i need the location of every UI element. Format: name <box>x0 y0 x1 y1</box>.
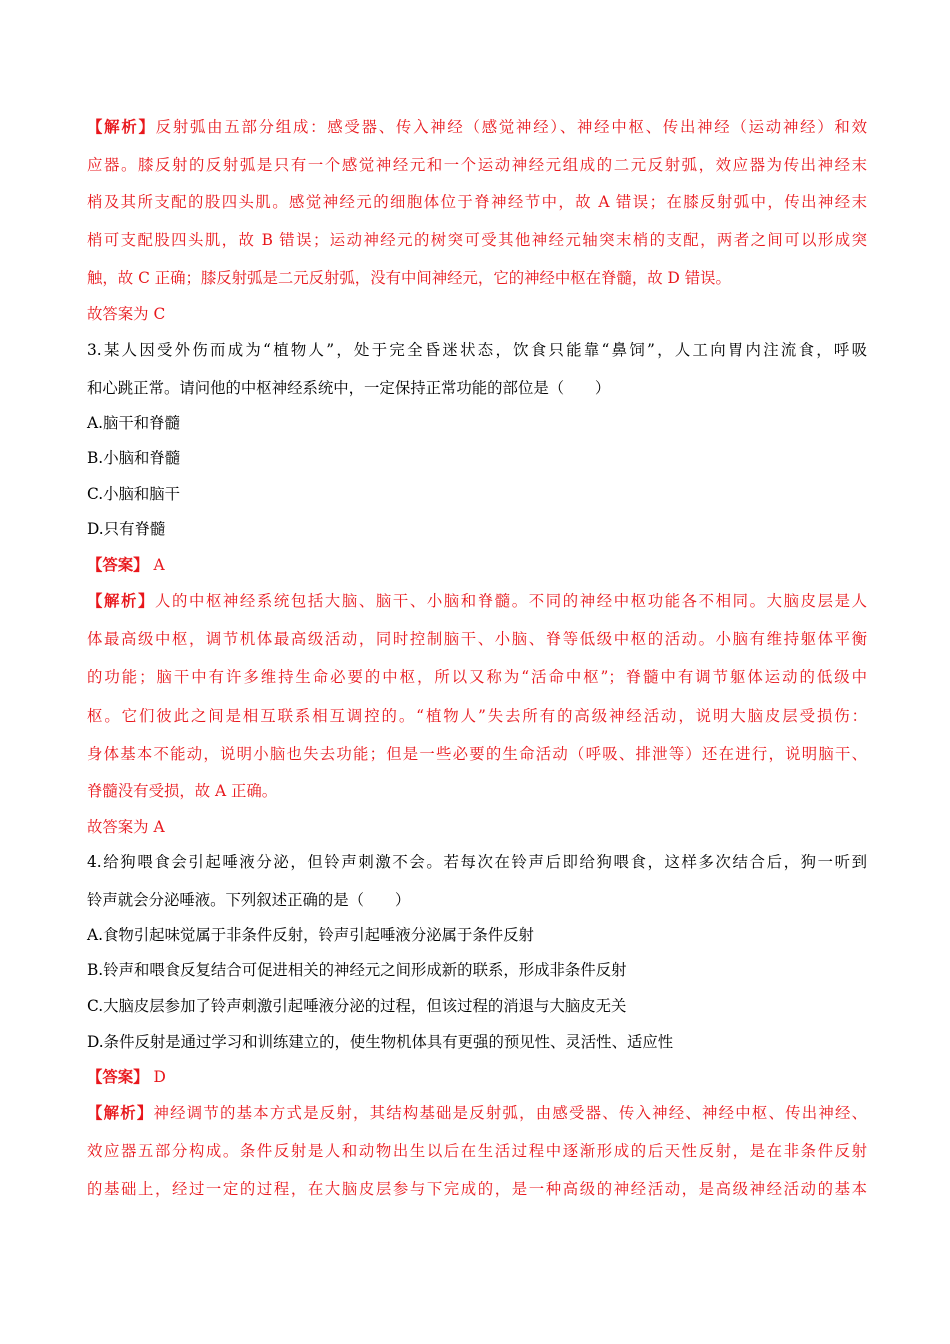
text-line <box>87 744 867 764</box>
text-line <box>87 117 867 137</box>
section-label: 【解析】 <box>87 1104 154 1122</box>
text-line <box>87 1032 673 1052</box>
text-line <box>87 555 165 575</box>
text-line <box>87 817 165 837</box>
text-line <box>87 890 410 910</box>
line-text: 梢及其所支配的股四头肌。感觉神经元的细胞体位于脊神经节中，故 A 错误；在膝反射弧中，传出神经末 <box>87 193 867 211</box>
text-line <box>87 706 867 726</box>
line-text: B.小脑和脊髓 <box>87 449 181 467</box>
line-text: 铃声就会分泌唾液。下列叙述正确的是（ ） <box>87 891 411 909</box>
section-label: 【答案】 <box>87 556 149 574</box>
section-label: 【解析】 <box>87 118 156 136</box>
text-line <box>87 629 867 649</box>
line-text: 3.某人因受外伤而成为“植物人”，处于完全昏迷状态，饮食只能靠“鼻饲”，人工向胃内注流食，呼吸 <box>87 341 867 359</box>
line-text: B.铃声和喂食反复结合可促进相关的神经元之间形成新的联系，形成非条件反射 <box>87 961 627 979</box>
line-text: 的功能；脑干中有许多维持生命必要的中枢，所以又称为“活命中枢”；脊髓中有调节躯体运动的低级中 <box>87 668 867 686</box>
section-label: 【答案】 <box>87 1068 149 1086</box>
line-text: 体最高级中枢，调节机体最高级活动，同时控制脑干、小脑、脊等低级中枢的活动。小脑有维持躯体平衡 <box>87 630 867 648</box>
line-text: D.条件反射是通过学习和训练建立的，使生物机体具有更强的预见性、灵活性、适应性 <box>87 1033 674 1051</box>
line-text: 故答案为 A <box>87 818 165 836</box>
text-line <box>87 519 165 539</box>
line-text: 梢可支配股四头肌，故 B 错误；运动神经元的树突可受其他神经元轴突末梢的支配，两者之间可以形成突 <box>87 231 867 249</box>
text-line <box>87 591 867 611</box>
line-text: D.只有脊髓 <box>87 520 166 538</box>
section-label: 【解析】 <box>87 592 155 610</box>
line-text: 效应器五部分构成。条件反射是人和动物出生以后在生活过程中逐渐形成的后天性反射，是在非条件反射 <box>87 1142 867 1160</box>
line-text: 身体基本不能动，说明小脑也失去功能；但是一些必要的生命活动（呼吸、排泄等）还在进行，说明脑干、 <box>87 745 867 763</box>
line-text: 故答案为 C <box>87 305 166 323</box>
line-text: C.大脑皮层参加了铃声刺激引起唾液分泌的过程，但该过程的消退与大脑皮无关 <box>87 997 627 1015</box>
line-text: 和心跳正常。请问他的中枢神经系统中，一定保持正常功能的部位是（ ） <box>87 379 611 397</box>
text-line <box>87 667 867 687</box>
line-text: 脊髓没有受损，故 A 正确。 <box>87 782 278 800</box>
text-line <box>87 230 867 250</box>
text-line <box>87 484 180 504</box>
text-line <box>87 378 610 398</box>
line-text: A.食物引起味觉属于非条件反射，铃声引起唾液分泌属于条件反射 <box>87 926 534 944</box>
text-line <box>87 996 626 1016</box>
line-text: D <box>148 1068 166 1086</box>
line-text: 触，故 C 正确；膝反射弧是二元反射弧，没有中间神经元，它的神经中枢在脊髓，故 D 错误。 <box>87 269 731 287</box>
text-line <box>87 960 626 980</box>
line-text: 4.给狗喂食会引起唾液分泌，但铃声刺激不会。若每次在铃声后即给狗喂食，这样多次结合后，狗一听到 <box>87 853 867 871</box>
line-text: A <box>148 556 165 574</box>
line-text: 反射弧由五部分组成：感受器、传入神经（感觉神经）、神经中枢、传出神经（运动神经）和效 <box>155 118 867 136</box>
text-line <box>87 268 731 288</box>
text-line <box>87 1103 867 1123</box>
text-line <box>87 1067 166 1087</box>
line-text: 的基础上，经过一定的过程，在大脑皮层参与下完成的，是一种高级的神经活动，是高级神经活动的基本 <box>87 1180 867 1198</box>
text-line <box>87 340 867 360</box>
text-line <box>87 852 867 872</box>
line-text: 应器。膝反射的反射弧是只有一个感觉神经元和一个运动神经元组成的二元反射弧，效应器为传出神经末 <box>87 156 867 174</box>
text-line <box>87 781 277 801</box>
text-line <box>87 448 180 468</box>
text-line <box>87 413 180 433</box>
text-line <box>87 1179 867 1199</box>
line-text: 人的中枢神经系统包括大脑、脑干、小脑和脊髓。不同的神经中枢功能各不相同。大脑皮层是人 <box>154 592 867 610</box>
text-line <box>87 925 534 945</box>
line-text: 神经调节的基本方式是反射，其结构基础是反射弧，由感受器、传入神经、神经中枢、传出神经、 <box>153 1104 867 1122</box>
line-text: 枢。它们彼此之间是相互联系相互调控的。“植物人”失去所有的高级神经活动，说明大脑皮层受损伤： <box>87 707 867 725</box>
text-line <box>87 155 867 175</box>
line-text: C.小脑和脑干 <box>87 485 181 503</box>
text-line <box>87 304 165 324</box>
text-line <box>87 1141 867 1161</box>
line-text: A.脑干和脊髓 <box>87 414 180 432</box>
text-line <box>87 192 867 212</box>
